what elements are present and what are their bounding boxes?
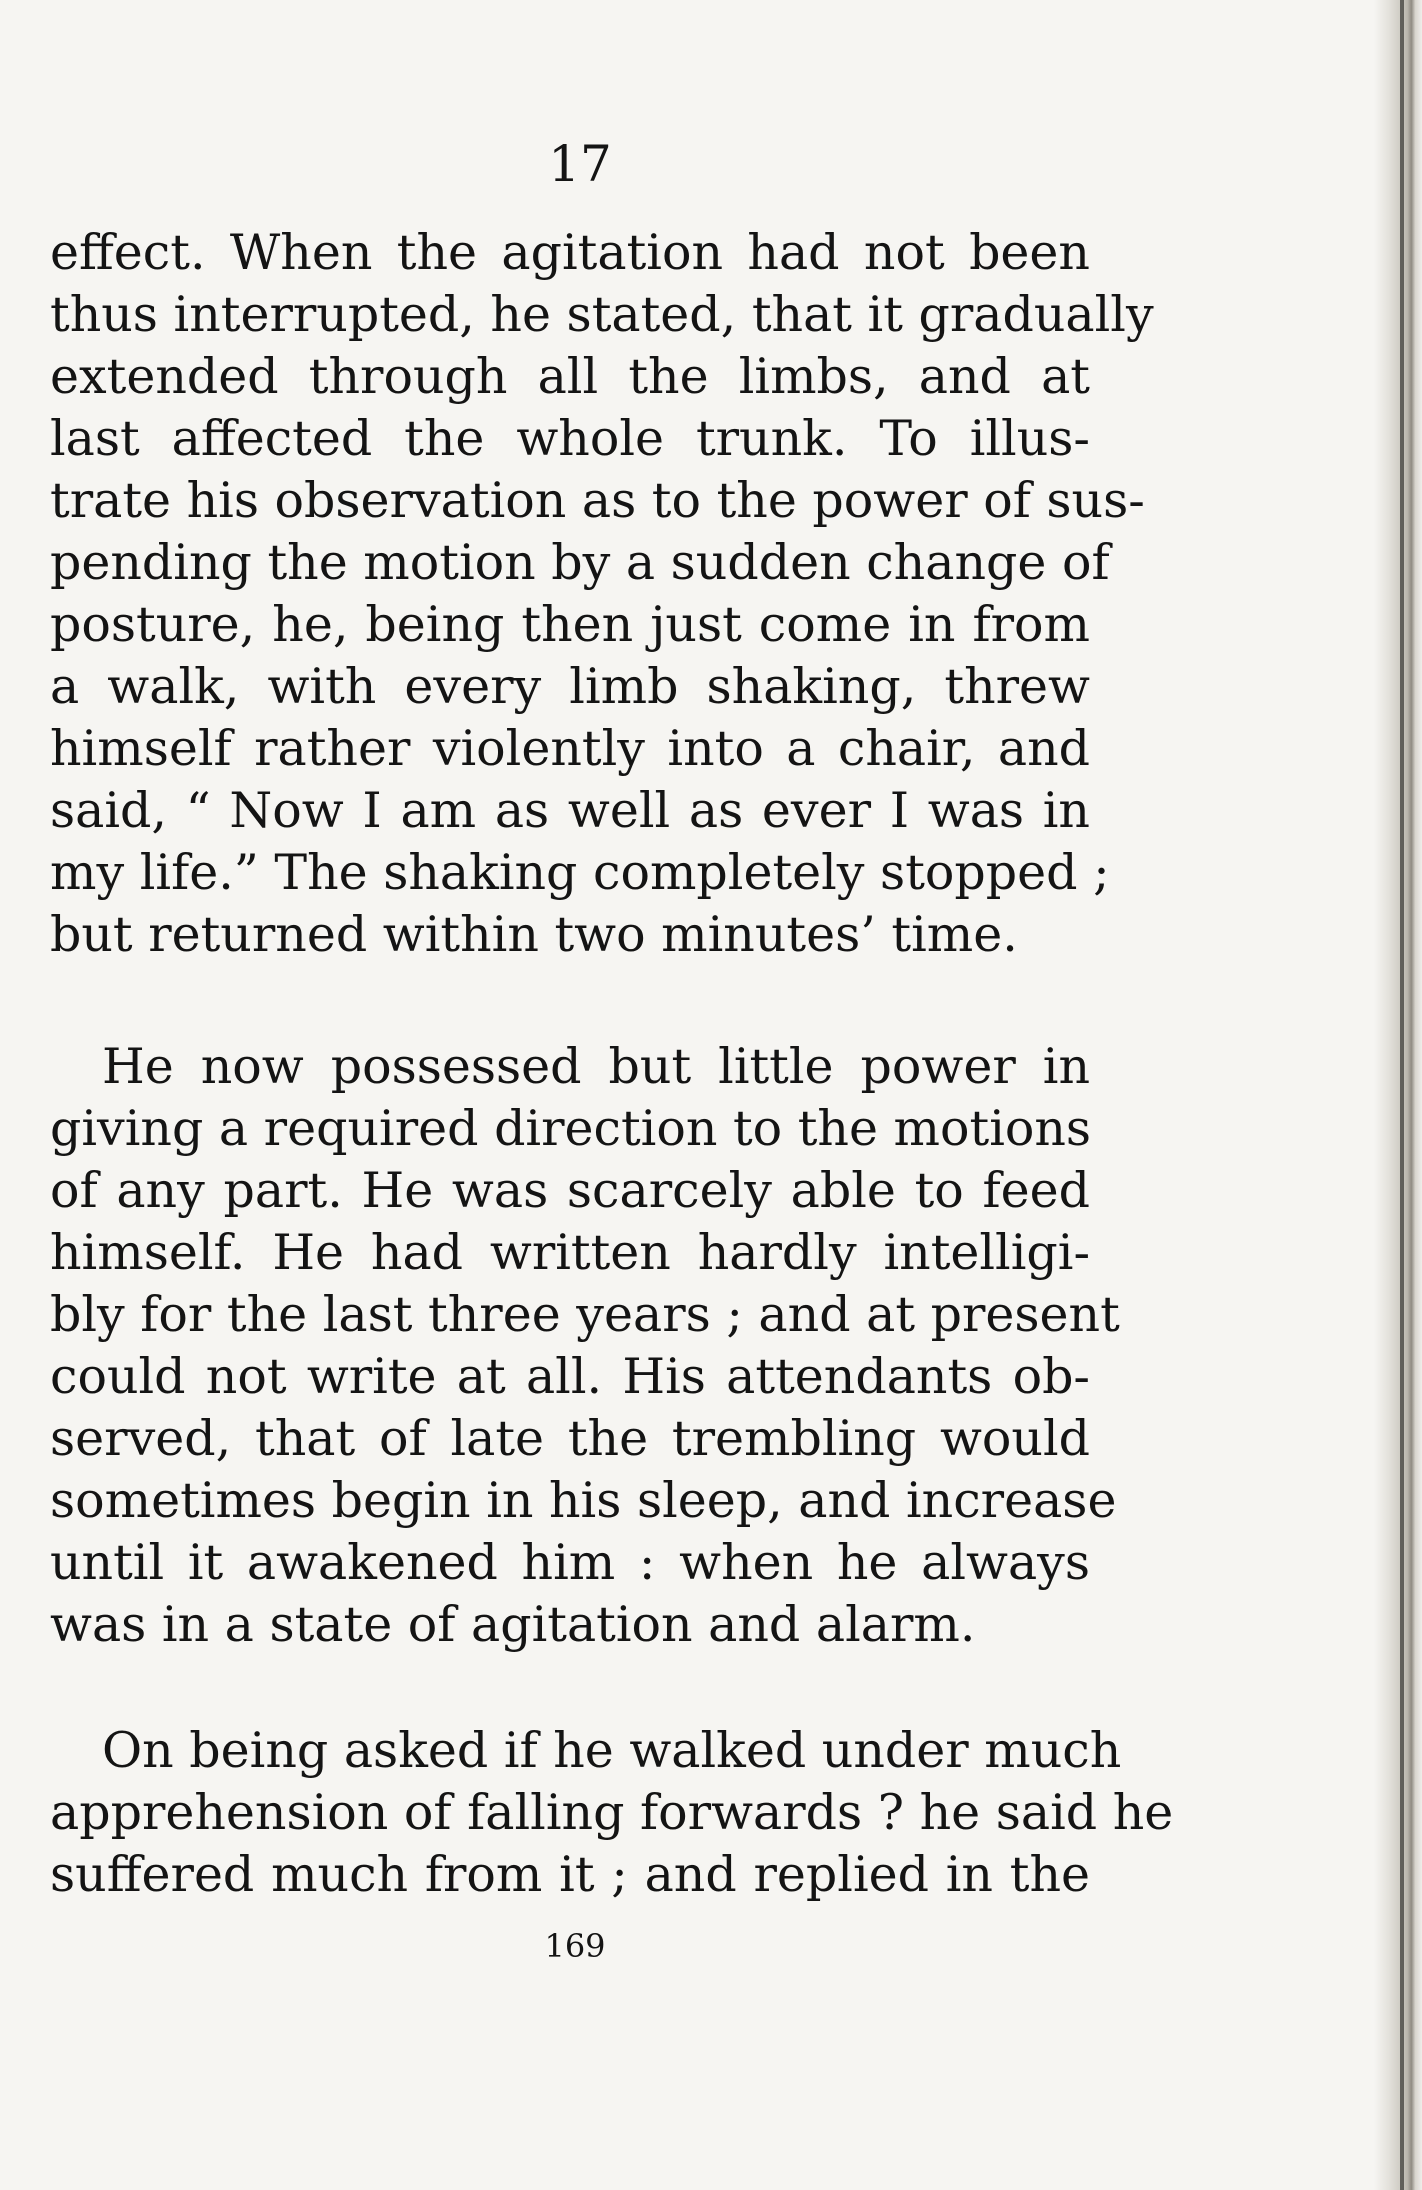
paragraph-2 — [50, 1036, 1120, 1656]
paragraph-3 — [50, 1720, 1174, 1906]
text-line: but returned within two minutes’ time. — [50, 906, 1018, 963]
folio-number: 169 — [544, 1927, 606, 1965]
text-line: trate his observation as to the power of sus- — [50, 472, 1145, 529]
text-line: until it awakened him : when he always — [50, 1534, 1090, 1591]
page-number: 17 — [548, 135, 612, 193]
text-line: my life.” The shaking completely stopped ; — [50, 844, 1110, 901]
text-line: extended through all the limbs, and at — [50, 348, 1090, 405]
text-line: suffered much from it ; and replied in the — [50, 1846, 1090, 1903]
text-line: apprehension of falling forwards ? he said he — [50, 1784, 1174, 1841]
page-binding-line — [1400, 0, 1404, 2190]
text-line: last affected the whole trunk. To illus- — [50, 410, 1090, 467]
text-line: posture, he, being then just come in from — [50, 596, 1090, 653]
text-line: He now possessed but little power in — [102, 1038, 1090, 1095]
text-line: sometimes begin in his sleep, and increase — [50, 1472, 1117, 1529]
page-binding-edge — [1374, 0, 1422, 2190]
text-line: On being asked if he walked under much — [102, 1722, 1122, 1779]
text-line: was in a state of agitation and alarm. — [50, 1596, 976, 1653]
text-line: a walk, with every limb shaking, threw — [50, 658, 1090, 715]
text-line: himself rather violently into a chair, and — [50, 720, 1090, 777]
text-line: of any part. He was scarcely able to feed — [50, 1162, 1090, 1219]
text-line: pending the motion by a sudden change of — [50, 534, 1110, 591]
text-line: himself. He had written hardly intelligi- — [50, 1224, 1090, 1281]
paragraph-1 — [50, 222, 1154, 966]
text-line: served, that of late the trembling would — [50, 1410, 1090, 1467]
text-line: thus interrupted, he stated, that it gradually — [50, 286, 1154, 343]
text-line: said, “ Now I am as well as ever I was in — [50, 782, 1090, 839]
text-line: effect. When the agitation had not been — [50, 224, 1090, 281]
text-line: bly for the last three years ; and at present — [50, 1286, 1120, 1343]
text-line: giving a required direction to the motions — [50, 1100, 1092, 1157]
text-line: could not write at all. His attendants ob- — [50, 1348, 1090, 1405]
